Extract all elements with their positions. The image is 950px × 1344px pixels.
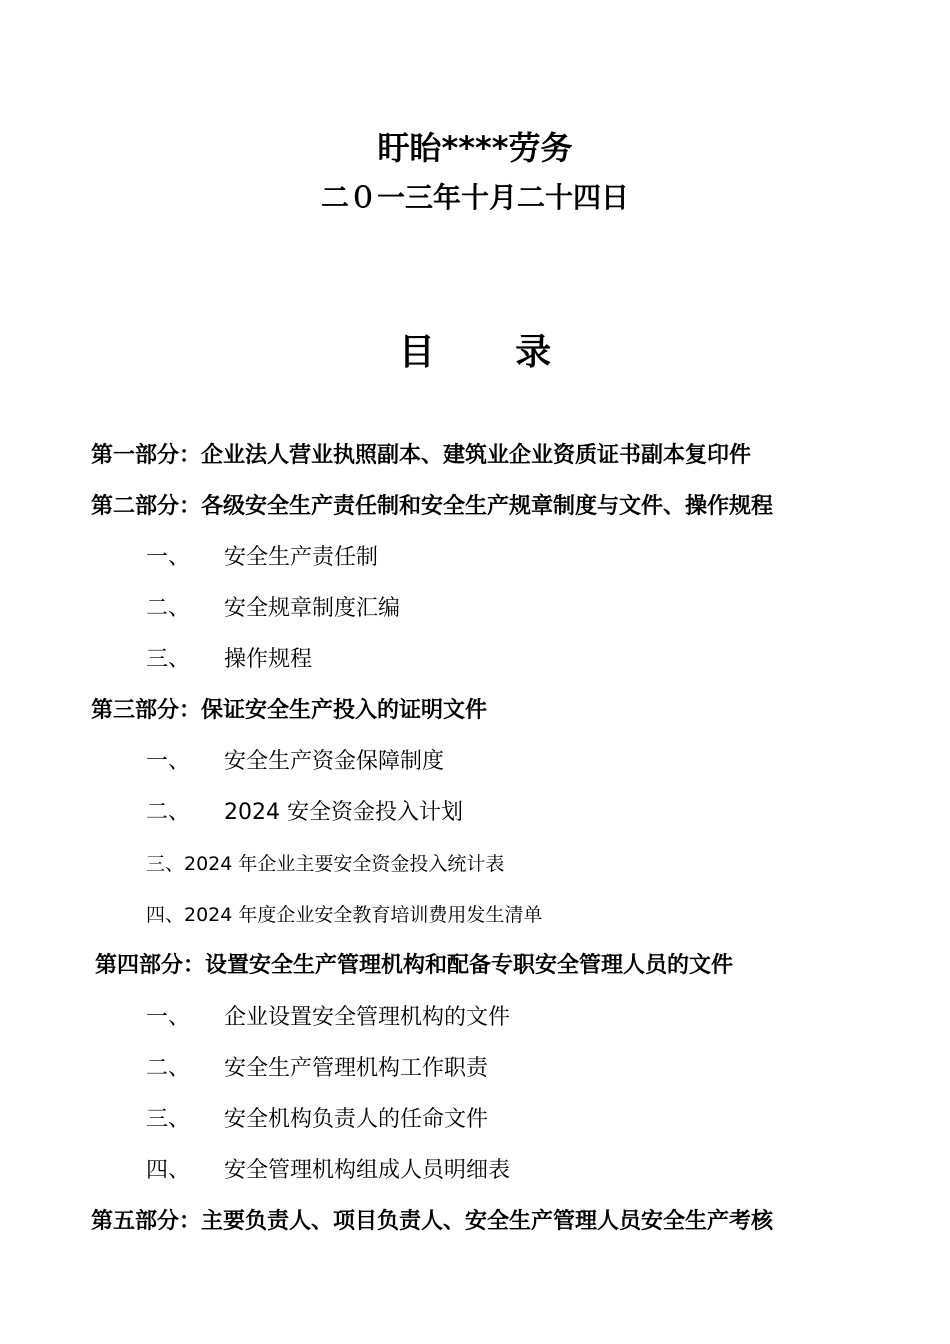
toc-part-2 xyxy=(0,481,950,532)
toc-part-4 xyxy=(0,941,950,992)
toc-item-text: 安全规章制度汇编 xyxy=(224,595,401,621)
toc-part-text: 各级安全生产责任制和安全生产规章制度与文件、操作规程 xyxy=(201,493,774,519)
toc-part-label: 第一部分： xyxy=(91,442,202,468)
toc-part-3 xyxy=(0,685,950,736)
toc-item xyxy=(0,992,950,1043)
document-date: 二０一三年十月二十四日 xyxy=(320,181,629,214)
toc-part-text: 主要负责人、项目负责人、安全生产管理人员安全生产考核 xyxy=(201,1208,774,1234)
toc-item xyxy=(0,839,950,890)
toc-item xyxy=(0,890,950,941)
toc-item-text: 安全生产资金保障制度 xyxy=(224,749,445,775)
toc-item xyxy=(0,1043,950,1094)
toc-item-number: 一、 xyxy=(146,544,191,570)
toc-item-number: 一、 xyxy=(146,749,191,775)
toc-item xyxy=(0,788,950,839)
toc-item-text: 三、2024 年企业主要安全资金投入统计表 xyxy=(146,853,505,876)
toc-item xyxy=(0,583,950,634)
toc-item-number: 三、 xyxy=(146,646,191,672)
toc-item-text: 四、2024 年度企业安全教育培训费用发生清单 xyxy=(146,904,543,927)
toc-part-label: 第二部分： xyxy=(91,493,202,519)
toc-item-number: 三、 xyxy=(146,1106,191,1132)
toc-item-text: 企业设置安全管理机构的文件 xyxy=(224,1004,511,1030)
toc-item-number: 二、 xyxy=(146,1055,191,1081)
toc-item-number: 一、 xyxy=(146,1004,191,1030)
toc-part-label: 第三部分： xyxy=(91,698,202,724)
toc-item-text: 安全生产责任制 xyxy=(224,544,379,570)
toc-item-text: 安全机构负责人的任命文件 xyxy=(224,1106,489,1132)
toc-item-number: 二、 xyxy=(146,800,191,826)
toc-part-label: 第五部分： xyxy=(91,1208,202,1234)
toc-item-number: 四、 xyxy=(146,1157,191,1183)
toc-part-5 xyxy=(0,1196,950,1247)
toc-item xyxy=(0,634,950,685)
toc-part-text: 保证安全生产投入的证明文件 xyxy=(201,698,488,724)
toc-title: 目 录 xyxy=(398,332,586,373)
toc-item-text: 2024 安全资金投入计划 xyxy=(224,800,463,826)
toc-item-number: 二、 xyxy=(146,595,191,621)
toc-item xyxy=(0,1094,950,1145)
toc-part-label: 第四部分： xyxy=(95,953,206,979)
toc-part-text: 设置安全生产管理机构和配备专职安全管理人员的文件 xyxy=(205,953,734,979)
toc-item-text: 操作规程 xyxy=(224,646,313,672)
toc-item xyxy=(0,737,950,788)
toc-item xyxy=(0,1145,950,1196)
company-name: 盱眙****劳务 xyxy=(377,129,573,167)
toc-item xyxy=(0,532,950,583)
toc-item-text: 安全生产管理机构工作职责 xyxy=(224,1055,489,1081)
toc-part-1 xyxy=(0,430,950,481)
table-of-contents xyxy=(0,430,950,1248)
toc-part-text: 企业法人营业执照副本、建筑业企业资质证书副本复印件 xyxy=(201,442,752,468)
toc-item-text: 安全管理机构组成人员明细表 xyxy=(224,1157,511,1183)
